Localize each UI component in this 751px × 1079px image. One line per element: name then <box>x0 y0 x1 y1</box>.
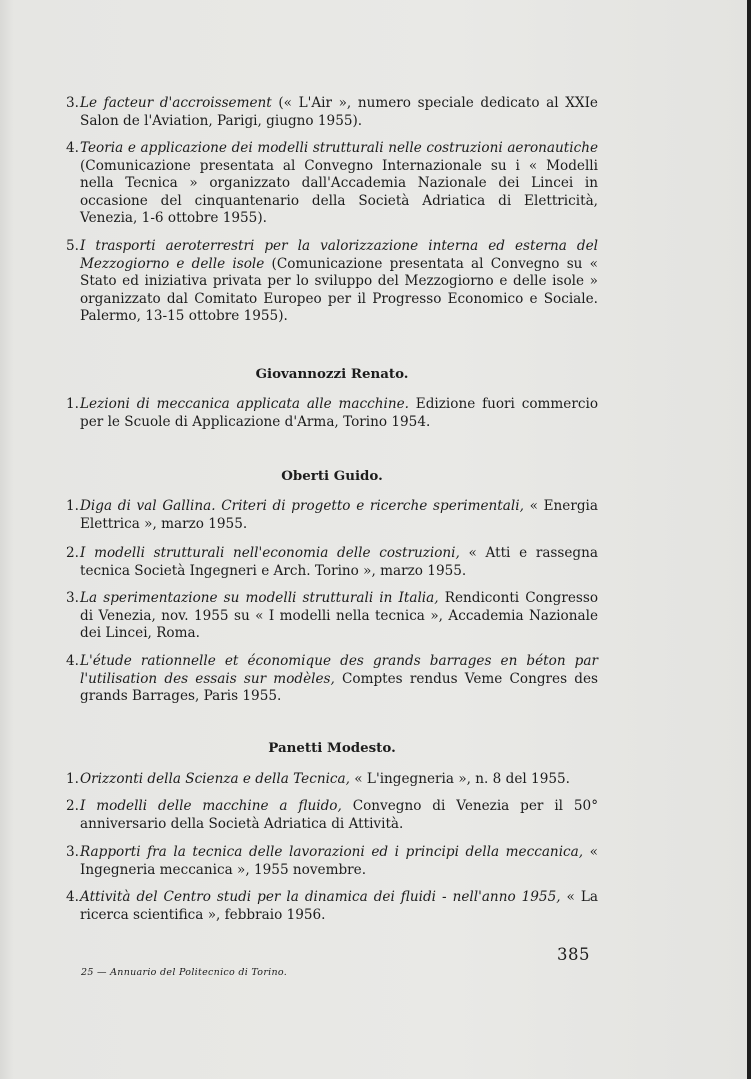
entry-title: Lezioni di meccanica applicata alle macchine. <box>80 396 409 412</box>
footer-signature: 25 — Annuario del Politecnico di Torino. <box>81 967 288 978</box>
entry-details: (« L'Air », numero speciale dedicato al XXIe Salon de l'Aviation, Parigi, giugno 1955). <box>80 95 598 129</box>
bibliography-entry <box>66 498 598 533</box>
entry-title: I trasporti aeroterrestri per la valorizzazione interna ed esterna del Mezzogiorno e delle isole <box>80 238 598 272</box>
entry-details: « L'ingegneria », n. 8 del 1955. <box>349 771 570 787</box>
entry-number: 1. <box>66 396 79 412</box>
page-number: 385 <box>557 945 590 964</box>
entry-number: 1. <box>66 771 79 787</box>
bibliography-entry <box>66 798 598 833</box>
entry-details: Rendiconti Congresso di Venezia, nov. 1955 su « I modelli nella tecnica », Accademia Nazionale dei Lincei, Roma. <box>80 590 598 642</box>
entry-title: Attività del Centro studi per la dinamica dei fluidi - nell'anno 1955, <box>80 889 561 905</box>
entry-number: 2. <box>66 545 79 561</box>
bibliography-entry <box>66 653 598 706</box>
entry-number: 4. <box>66 653 79 669</box>
bibliography-entry <box>66 844 598 879</box>
entry-title: La sperimentazione su modelli strutturali in Italia, <box>80 590 439 606</box>
entry-details: « Atti e rassegna tecnica Società Ingegneri e Arch. Torino », marzo 1955. <box>80 545 598 579</box>
entry-details: (Comunicazione presentata al Convegno su « Stato ed iniziativa privata per lo sviluppo del Mezzogiorno e delle isole » organizzato dal Comitato Europeo per il Progresso Economico e Sociale. Palermo, 13-15 ottobre 1955). <box>80 255 598 325</box>
entry-details: « Ingegneria meccanica », 1955 novembre. <box>80 844 598 878</box>
entry-number: 2. <box>66 798 79 814</box>
bibliography-entry <box>66 590 598 643</box>
entry-details: Edizione fuori commercio per le Scuole di Applicazione d'Arma, Torino 1954. <box>80 396 598 430</box>
entry-title: L'étude rationnelle et économique des grands barrages en béton par l'utilisation des essais sur modèles, <box>80 653 598 687</box>
entry-details: Comptes rendus Veme Congres des grands Barrages, Paris 1955. <box>80 670 598 705</box>
bibliography-entry <box>66 238 598 326</box>
entry-title: Rapporti fra la tecnica delle lavorazioni ed i principi della meccanica, <box>80 844 584 860</box>
bibliography-entry <box>66 396 598 431</box>
entry-number: 3. <box>66 844 79 860</box>
bibliography-entry <box>66 889 598 924</box>
bibliography-entry <box>66 771 598 789</box>
entry-number: 5. <box>66 238 79 254</box>
entry-title: Teoria e applicazione dei modelli strutturali nelle costruzioni aeronautiche <box>80 140 598 156</box>
author-heading: Panetti Modesto. <box>268 740 396 756</box>
entry-details: (Comunicazione presentata al Convegno Internazionale su i « Modelli nella Tecnica » organizzato dall'Accademia Nazionale dei Lincei in occasione del cinquantenario della Società Adriatica di Elettricità, Venezia, 1-6 ottobre 1955). <box>80 157 598 227</box>
bibliography-entry <box>66 140 598 228</box>
entry-number: 1. <box>66 498 79 514</box>
entry-number: 3. <box>66 95 79 111</box>
bibliography-entry <box>66 545 598 580</box>
entry-title: Le facteur d'accroissement <box>80 95 272 111</box>
entry-title: I modelli delle macchine a fluido, <box>80 798 342 814</box>
entry-number: 4. <box>66 889 79 905</box>
entry-title: Diga di val Gallina. Criteri di progetto e ricerche sperimentali, <box>80 498 524 514</box>
entry-details: « Energia Elettrica », marzo 1955. <box>80 498 598 532</box>
entry-number: 4. <box>66 140 79 156</box>
bibliography-entry <box>66 95 598 130</box>
entry-details: Convegno di Venezia per il 50° anniversario della Società Adriatica di Attività. <box>80 798 598 832</box>
author-heading: Giovannozzi Renato. <box>255 366 409 382</box>
entry-title: I modelli strutturali nell'economia delle costruzioni, <box>80 545 460 561</box>
entry-number: 3. <box>66 590 79 606</box>
entry-title: Orizzonti della Scienza e della Tecnica, <box>80 771 350 787</box>
author-heading: Oberti Guido. <box>281 468 383 484</box>
entry-details: « La ricerca scientifica », febbraio 1956. <box>80 889 598 923</box>
scan-edge <box>747 0 751 1079</box>
